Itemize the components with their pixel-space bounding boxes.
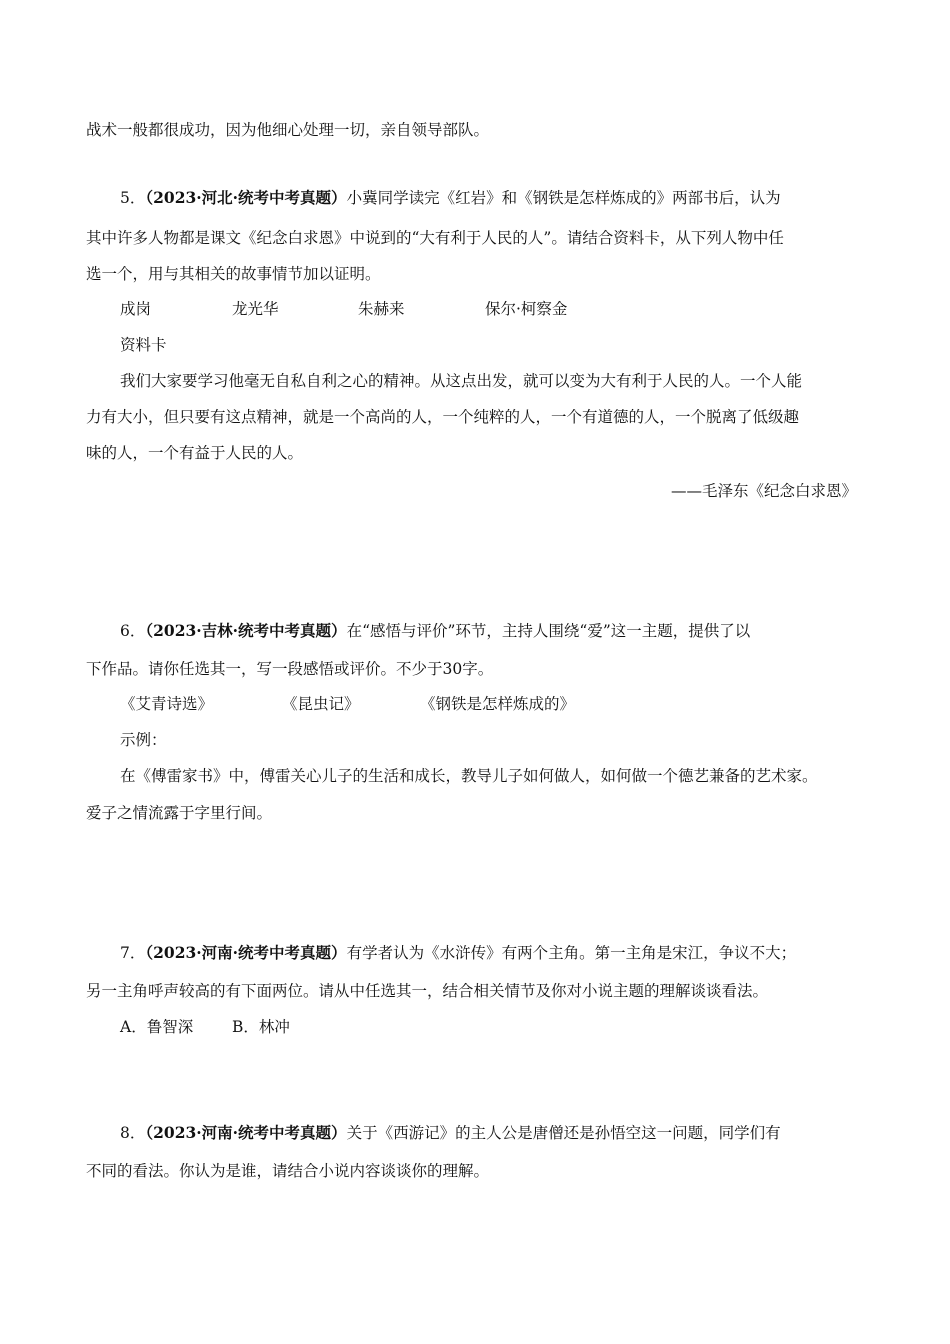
question-text: 下作品。请你任选其一，写一段感悟或评价。不少于30字。 [86, 660, 494, 678]
question-text: 有学者认为《水浒传》有两个主角。第一主角是宋江，争议不大； [346, 944, 797, 962]
question-text: 另一主角呼声较高的有下面两位。请从中任选其一，结合相关情节及你对小说主题的理解谈谈看法。 [86, 982, 769, 1000]
option-item: 《钢铁是怎样炼成的》 [420, 695, 576, 713]
option-item: 保尔·柯察金 [485, 300, 568, 318]
question-source-tag: （2023·河北·统考中考真题） [145, 188, 347, 207]
card-title: 资料卡 [120, 336, 167, 354]
question-source-tag: （2023·河南·统考中考真题） [145, 943, 347, 962]
option-item: 朱赫来 [358, 300, 405, 318]
question-5-first-line [120, 187, 781, 209]
question-number: 7． [120, 944, 146, 962]
option-item: 龙光华 [232, 300, 279, 318]
quote-source: ——毛泽东《纪念白求恩》 [670, 482, 857, 500]
option-item: 《艾青诗选》 [120, 695, 214, 713]
question-text: 其中许多人物都是课文《纪念白求恩》中说到的“大有利于人民的人”。请结合资料卡，从下列人物中任 [86, 229, 784, 247]
question-text: 关于《西游记》的主人公是唐僧还是孙悟空这一问题，同学们有 [346, 1124, 781, 1142]
question-source-tag: （2023·河南·统考中考真题） [145, 1123, 347, 1142]
question-source-tag: （2023·吉林·统考中考真题） [145, 621, 347, 640]
question-number: 6． [120, 622, 146, 640]
question-7-first-line [120, 942, 796, 964]
option-item: 《昆虫记》 [282, 695, 360, 713]
quote-text: 我们大家要学习他毫无自私自利之心的精神。从这点出发，就可以变为大有利于人民的人。一个人能 [120, 372, 803, 390]
question-6-first-line [120, 620, 750, 642]
example-text: 在《傅雷家书》中，傅雷关心儿子的生活和成长，教导儿子如何做人，如何做一个德艺兼备的艺术家。 [120, 767, 818, 785]
intro-line: 战术一般都很成功，因为他细心处理一切，亲自领导部队。 [86, 121, 490, 139]
question-number: 5． [120, 189, 146, 207]
option-item: B．林冲 [232, 1018, 290, 1036]
question-number: 8． [120, 1124, 146, 1142]
question-text: 选一个，用与其相关的故事情节加以证明。 [86, 265, 381, 283]
question-8-first-line [120, 1122, 781, 1144]
question-text: 小冀同学读完《红岩》和《钢铁是怎样炼成的》两部书后，认为 [346, 189, 781, 207]
option-item: A．鲁智深 [120, 1018, 194, 1036]
example-text: 爱子之情流露于字里行间。 [86, 804, 273, 822]
example-label: 示例： [120, 731, 167, 749]
question-text: 在“感悟与评价”环节，主持人围绕“爱”这一主题，提供了以 [346, 622, 751, 640]
option-item: 成岗 [120, 300, 152, 318]
quote-text: 力有大小，但只要有这点精神，就是一个高尚的人，一个纯粹的人，一个有道德的人，一个脱离了低级趣 [86, 408, 800, 426]
quote-text: 味的人，一个有益于人民的人。 [86, 444, 304, 462]
question-text: 不同的看法。你认为是谁，请结合小说内容谈谈你的理解。 [86, 1162, 490, 1180]
